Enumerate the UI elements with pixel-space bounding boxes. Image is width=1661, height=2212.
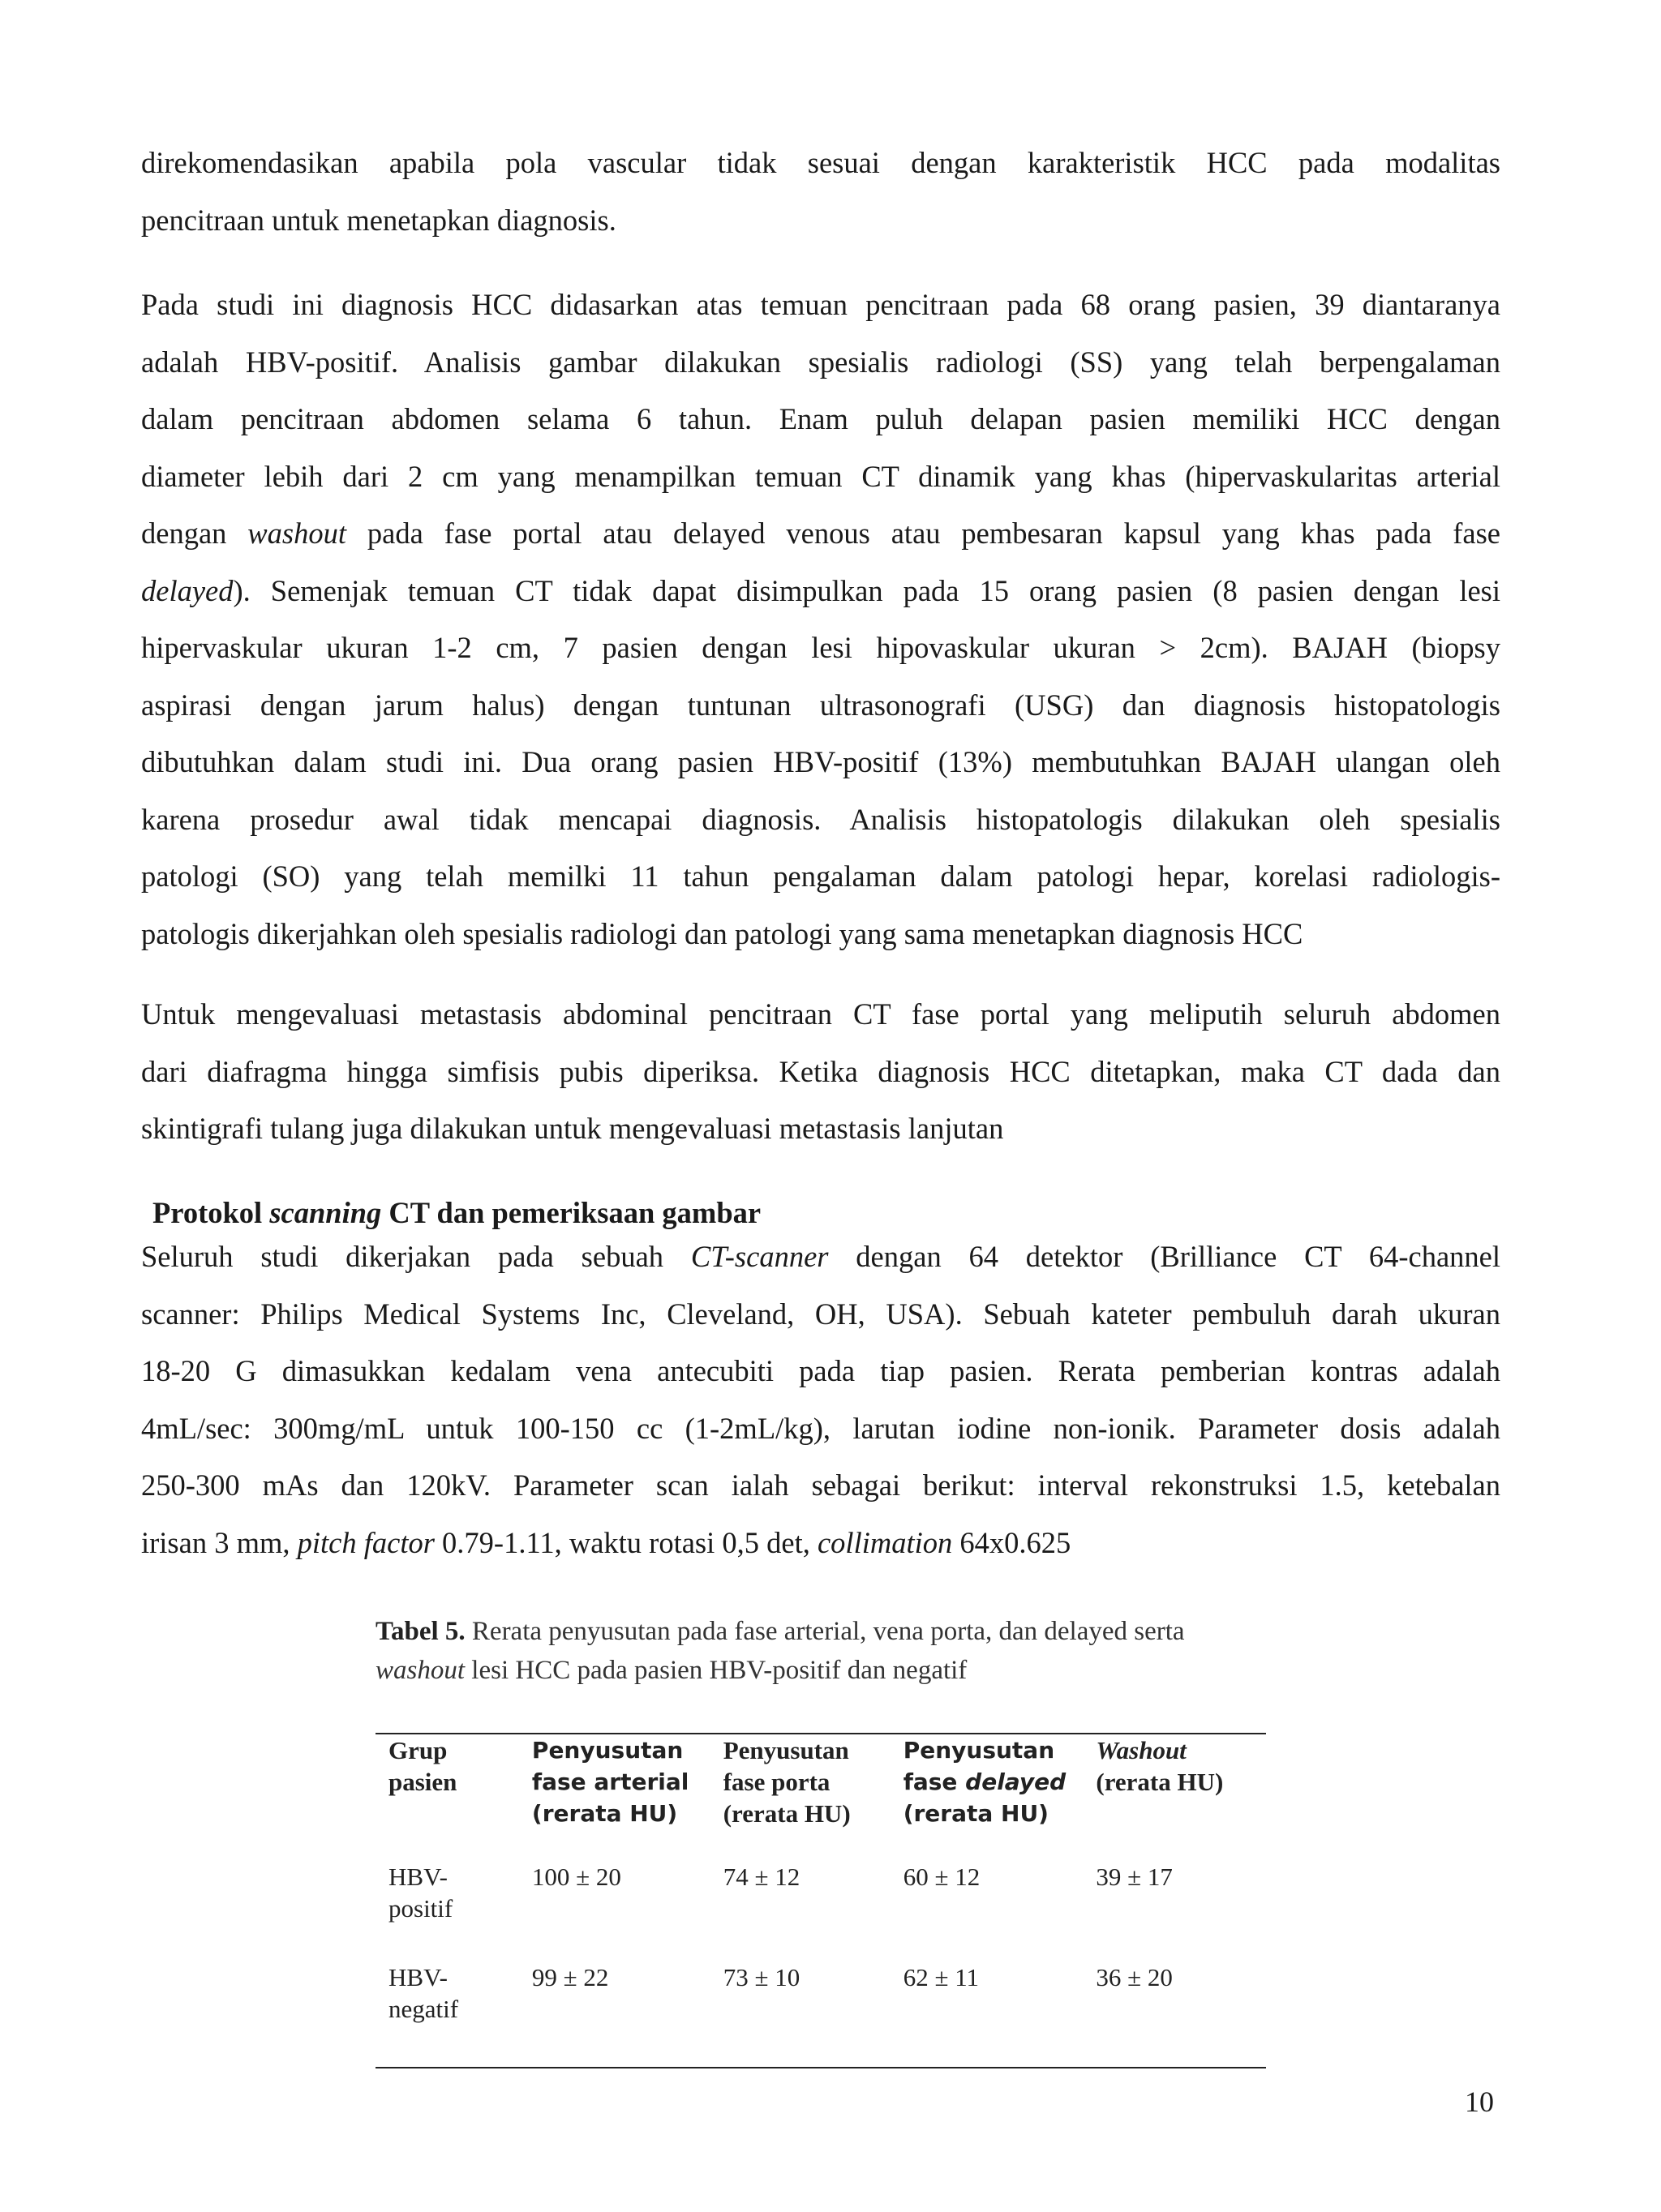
cell-text: positif: [388, 1894, 453, 1923]
header-text: [903, 1766, 1097, 1798]
text-line: 250-300 mAs dan 120kV. Parameter scan ialah sebagai berikut: interval rekonstruksi 1.5, ketebalan: [141, 1468, 1500, 1502]
header-text: fase arterial: [531, 1768, 689, 1795]
cell-delayed: 60 ± 12: [903, 1863, 981, 1891]
text-line: karena prosedur awal tidak mencapai diagnosis. Analisis histopatologis dilakukan oleh spesialis: [141, 802, 1500, 836]
cell-group: [376, 1861, 532, 1961]
header-text: (rerata HU): [723, 1799, 851, 1828]
text-run: 64x0.625: [952, 1525, 1071, 1559]
header-text: (rerata HU): [1096, 1768, 1224, 1796]
header-text: Penyusutan: [903, 1737, 1055, 1764]
header-text: Grup: [388, 1736, 448, 1764]
italic-term: collimation: [817, 1525, 953, 1559]
text-run: pada fase portal atau delayed venous atau pembesaran kapsul yang khas pada fase: [346, 517, 1500, 550]
italic-term: pitch factor: [297, 1525, 435, 1559]
header-porta: [723, 1734, 903, 1861]
table-caption-label: Tabel 5.: [376, 1617, 466, 1646]
text-line: hipervaskular ukuran 1-2 cm, 7 pasien dengan lesi hipovaskular ukuran > 2cm). BAJAH (biopsy: [141, 631, 1500, 664]
header-delayed: [903, 1734, 1097, 1861]
section-heading: [152, 1195, 761, 1231]
header-italic: Washout: [1096, 1736, 1187, 1764]
caption-text: Rerata penyusutan pada fase arterial, vena porta, dan delayed serta: [465, 1617, 1185, 1646]
text-line: [141, 505, 1500, 563]
header-text: pasien: [388, 1768, 457, 1796]
cell-group: [376, 1961, 532, 2062]
header-group: [376, 1734, 532, 1861]
header-text: Penyusutan: [531, 1737, 684, 1764]
heading-text: Protokol: [152, 1196, 270, 1229]
header-text: Penyusutan: [723, 1736, 849, 1764]
header-washout: [1096, 1734, 1266, 1861]
paragraph-scan-protocol: [141, 1228, 1500, 1571]
cell-text: HBV-: [388, 1963, 448, 1991]
cell-text: HBV-: [388, 1863, 448, 1891]
text-line: aspirasi dengan jarum halus) dengan tuntunan ultrasonografi (USG) dan diagnosis histopatologis: [141, 688, 1500, 722]
paragraph-metastasis: [141, 986, 1500, 1158]
text-line: [141, 563, 1500, 620]
text-line: scanner: Philips Medical Systems Inc, Cleveland, OH, USA). Sebuah kateter pembuluh darah ukuran: [141, 1297, 1500, 1331]
cell-washout: 36 ± 20: [1096, 1963, 1173, 1991]
text-line: patologis dikerjahkan oleh spesialis radiologi dan patologi yang sama menetapkan diagnosis HCC: [141, 916, 1303, 950]
cell-text: negatif: [388, 1995, 459, 2023]
text-run: dengan: [141, 517, 248, 550]
caption-text: lesi HCC pada pasien HBV-positif dan negatif: [465, 1656, 968, 1685]
header-italic: delayed: [965, 1768, 1067, 1795]
cell-arterial: 99 ± 22: [531, 1963, 609, 1991]
text-line: adalah HBV-positif. Analisis gambar dilakukan spesialis radiologi (SS) yang telah berpengalaman: [141, 345, 1500, 379]
text-line: skintigrafi tulang juga dilakukan untuk mengevaluasi metastasis lanjutan: [141, 1112, 1004, 1145]
paragraph-diagnosis: [141, 276, 1500, 962]
header-text: (rerata HU): [903, 1800, 1049, 1827]
text-line: Untuk mengevaluasi metastasis abdominal pencitraan CT fase portal yang meliputih seluruh abdomen: [141, 997, 1500, 1031]
cell-arterial: 100 ± 20: [531, 1863, 621, 1891]
header-text: fase porta: [723, 1768, 830, 1796]
text-line: 4mL/sec: 300mg/mL untuk 100-150 cc (1-2mL/kg), larutan iodine non-ionik. Parameter dosis adalah: [141, 1411, 1500, 1445]
page-number: 10: [1465, 2086, 1494, 2118]
text-line: dibutuhkan dalam studi ini. Dua orang pasien HBV-positif (13%) membutuhkan BAJAH ulangan oleh: [141, 745, 1500, 778]
table-header-row: [376, 1734, 1266, 1861]
text-line: patologi (SO) yang telah memilki 11 tahun pengalaman dalam patologi hepar, korelasi radiologis-: [141, 860, 1500, 893]
heading-italic: scanning: [269, 1196, 382, 1229]
heading-text: CT dan pemeriksaan gambar: [381, 1196, 762, 1229]
text-line: dari diafragma hingga simfisis pubis diperiksa. Ketika diagnosis HCC ditetapkan, maka CT dada dan: [141, 1054, 1500, 1088]
text-run: dengan 64 detektor (Brilliance CT 64-channel: [828, 1240, 1501, 1273]
table-bottom-rule: [376, 2067, 1266, 2068]
text-run: Seluruh studi dikerjakan pada sebuah: [141, 1240, 691, 1273]
cell-porta: 74 ± 12: [723, 1863, 800, 1891]
header-text: (rerata HU): [531, 1800, 678, 1827]
cell-washout: 39 ± 17: [1096, 1863, 1173, 1891]
caption-italic: washout: [376, 1656, 466, 1685]
cell-delayed: 62 ± 11: [903, 1963, 980, 1991]
cell-porta: 73 ± 10: [723, 1963, 800, 1991]
text-line: dalam pencitraan abdomen selama 6 tahun. Enam puluh delapan pasien memiliki HCC dengan: [141, 402, 1500, 435]
data-table: [376, 1734, 1266, 2062]
text-run: irisan 3 mm,: [141, 1525, 298, 1559]
italic-term: washout: [247, 517, 346, 550]
text-run: 0.79-1.11, waktu rotasi 0,5 det,: [434, 1525, 818, 1559]
italic-term: delayed: [141, 573, 234, 607]
italic-term: CT-scanner: [690, 1240, 829, 1273]
header-arterial: [532, 1734, 723, 1861]
text-line: [141, 1228, 1500, 1286]
text-line: pencitraan untuk menetapkan diagnosis.: [141, 203, 616, 237]
table-caption: [376, 1612, 1268, 1690]
text-line: [141, 1515, 1500, 1572]
text-line: diameter lebih dari 2 cm yang menampilkan temuan CT dinamik yang khas (hipervaskularitas arterial: [141, 459, 1500, 493]
table-row: [376, 1861, 1266, 1961]
text-line: direkomendasikan apabila pola vascular tidak sesuai dengan karakteristik HCC pada modalitas: [141, 146, 1500, 179]
header-text-run: fase: [903, 1768, 966, 1795]
text-line: 18-20 G dimasukkan kedalam vena antecubiti pada tiap pasien. Rerata pemberian kontras adalah: [141, 1354, 1500, 1387]
text-line: Pada studi ini diagnosis HCC didasarkan atas temuan pencitraan pada 68 orang pasien, 39 diantaranya: [141, 288, 1500, 321]
table-row: [376, 1961, 1266, 2062]
text-run: ). Semenjak temuan CT tidak dapat disimpulkan pada 15 orang pasien (8 pasien dengan lesi: [233, 573, 1500, 607]
paragraph-continuation: [141, 135, 1500, 249]
